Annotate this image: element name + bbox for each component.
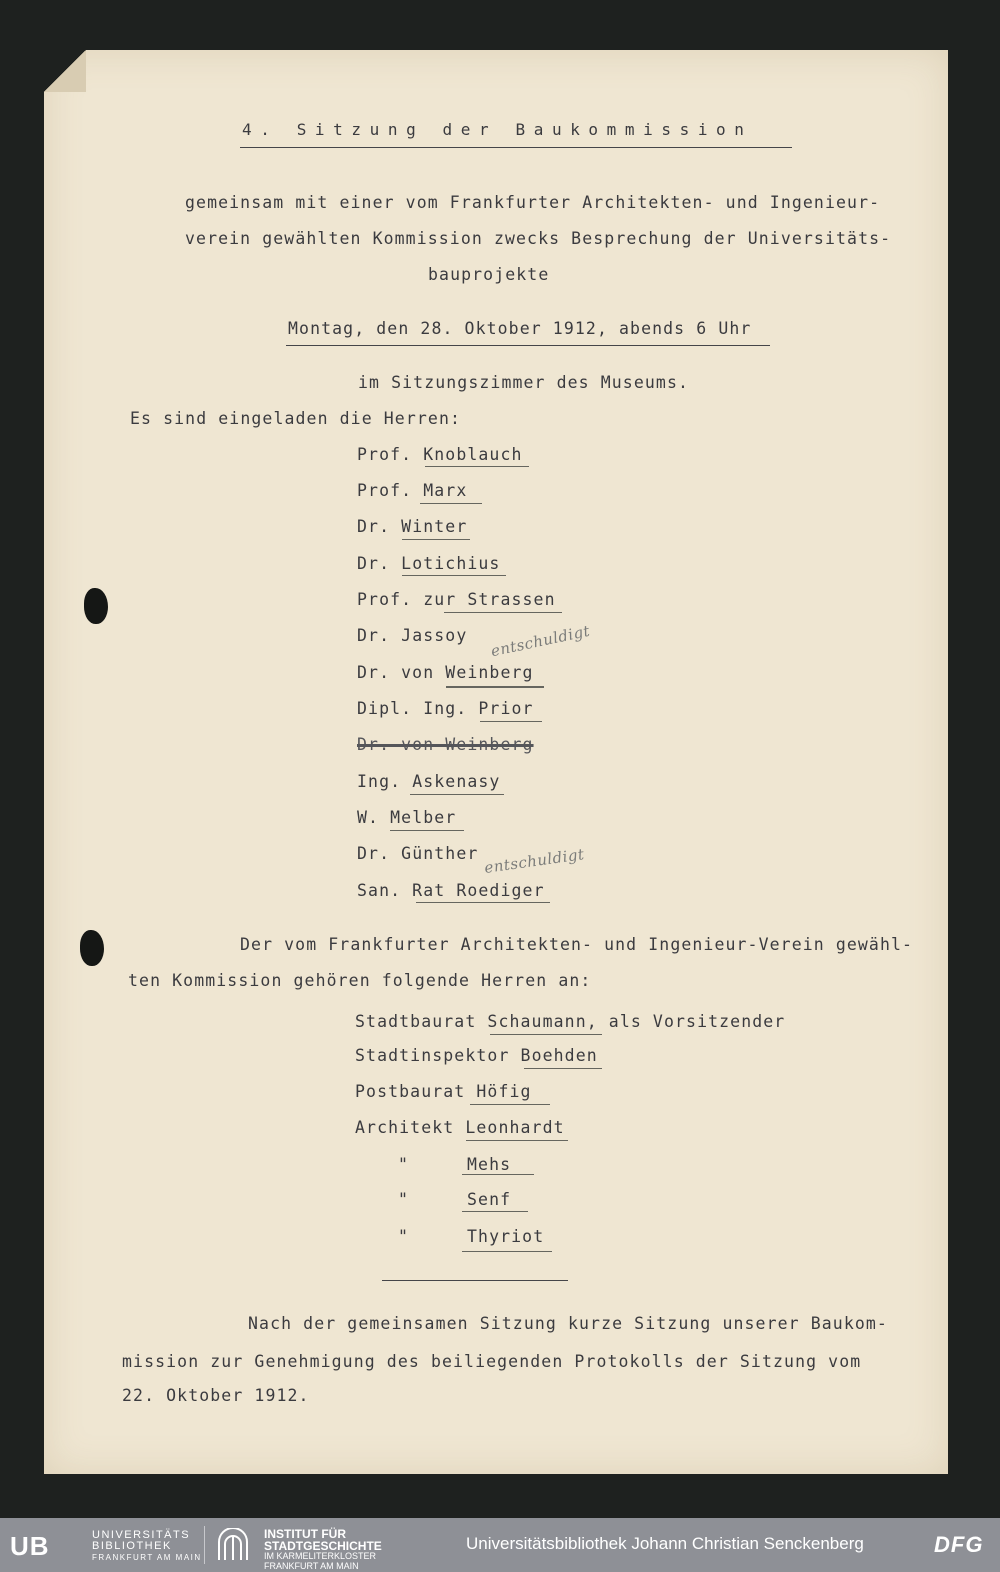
institute-sub-line: FRANKFURT AM MAIN [264, 1560, 359, 1571]
person-prefix: Dr. von [357, 663, 435, 682]
commission-member [355, 1118, 565, 1138]
person-prefix: Dr. [357, 844, 391, 863]
pencil-underline [462, 1251, 552, 1252]
pencil-underline [420, 503, 482, 504]
invited-person [357, 699, 534, 719]
ditto-mark: " [398, 1190, 410, 1209]
invited-person [357, 772, 500, 792]
person-prefix: Ing. [357, 772, 402, 791]
invited-person [357, 554, 500, 574]
member-prefix: Stadtbaurat [355, 1012, 477, 1031]
ub-line: BIBLIOTHEK [92, 1540, 172, 1552]
member-name: Schaumann [487, 1012, 587, 1031]
invited-intro: Es sind eingeladen die Herren: [130, 409, 462, 428]
footer-divider [204, 1526, 205, 1564]
title-underline [240, 147, 792, 148]
institute-line: INSTITUT FÜR [264, 1527, 346, 1541]
person-name: Knoblauch [423, 445, 523, 464]
document-page [44, 50, 948, 1474]
member-prefix: Postbaurat [355, 1082, 466, 1101]
invited-person [357, 590, 556, 610]
pencil-underline [410, 794, 504, 795]
closing-line: mission zur Genehmigung des beiliegenden Protokolls der Sitzung vom [122, 1352, 862, 1371]
person-prefix: Dr. [357, 626, 391, 645]
member-name: Mehs [467, 1155, 512, 1174]
institute-sub-line: IM KARMELITERKLOSTER [264, 1551, 377, 1561]
institute-arch-icon [216, 1528, 250, 1562]
invited-person [357, 517, 467, 537]
member-name: Leonhardt [465, 1118, 565, 1137]
pencil-underline [402, 575, 506, 576]
ub-logo: UB [10, 1531, 50, 1561]
folded-corner [44, 50, 86, 92]
person-prefix: Prof. [357, 590, 413, 609]
commission-member [355, 1046, 598, 1066]
person-prefix: San. Rat [357, 881, 446, 900]
member-prefix: Architekt [355, 1118, 455, 1137]
pencil-underline [402, 539, 470, 540]
member-role: , als Vorsitzender [586, 1012, 786, 1031]
invited-person [357, 881, 545, 901]
handwritten-note: entschuldigt [483, 845, 586, 877]
commission-intro-line: Der vom Frankfurter Architekten- und Ingenieur-Verein gewähl- [240, 935, 914, 954]
ditto-mark: " [398, 1227, 410, 1246]
pencil-underline [446, 686, 544, 688]
pencil-underline [470, 1104, 550, 1105]
person-name: Günther [401, 844, 479, 863]
person-name: Melber [390, 808, 457, 827]
person-prefix: Dr. [357, 517, 391, 536]
person-name: Winter [401, 517, 468, 536]
invited-person [357, 808, 456, 828]
pencil-underline [462, 1174, 534, 1175]
pencil-underline [480, 721, 542, 722]
date-underline [286, 345, 770, 346]
person-name: Lotichius [401, 554, 501, 573]
meeting-location: im Sitzungszimmer des Museums. [358, 373, 690, 392]
subtitle-line: gemeinsam mit einer vom Frankfurter Architekten- und Ingenieur- [185, 193, 881, 212]
invited-person [357, 626, 467, 646]
handwritten-note: entschuldigt [489, 621, 592, 661]
member-name: Höfig [476, 1082, 532, 1101]
punch-hole [84, 588, 108, 624]
person-name: Roediger [456, 881, 545, 900]
section-separator [382, 1280, 568, 1281]
invited-person [357, 844, 478, 864]
person-name: zur Strassen [423, 590, 556, 609]
closing-line: 22. Oktober 1912. [122, 1386, 310, 1405]
invited-person [357, 445, 523, 465]
subtitle-line: bauprojekte [428, 265, 550, 284]
member-prefix: Stadtinspektor [355, 1046, 510, 1065]
person-name: Weinberg [445, 663, 534, 682]
member-name: Senf [467, 1190, 512, 1209]
pencil-underline [524, 1068, 602, 1069]
member-name: Boehden [520, 1046, 598, 1065]
pencil-underline [390, 830, 464, 831]
person-prefix: Prof. [357, 481, 413, 500]
punch-hole [80, 930, 104, 966]
library-name: Universitätsbibliothek Johann Christian Senckenberg [466, 1534, 864, 1553]
person-prefix: Dipl. Ing. [357, 699, 468, 718]
footer-bar [0, 1518, 1000, 1572]
institute-line: STADTGESCHICHTE [264, 1539, 382, 1553]
institute-subtitle [264, 1552, 376, 1571]
pencil-underline [416, 902, 550, 903]
institute-title [264, 1528, 382, 1552]
document-title: 4. Sitzung der Baukommission [242, 120, 753, 139]
dfg-logo: DFG [934, 1532, 984, 1557]
pencil-underline [490, 1034, 602, 1035]
commission-intro-line: ten Kommission gehören folgende Herren an: [128, 971, 592, 990]
person-prefix: Dr. [357, 554, 391, 573]
ub-wordmark [92, 1530, 202, 1563]
person-name: Askenasy [412, 772, 501, 791]
commission-member [355, 1082, 532, 1102]
ub-line: FRANKFURT AM MAIN [92, 1553, 202, 1562]
pencil-underline [466, 1140, 568, 1141]
member-name: Thyriot [467, 1227, 545, 1246]
person-name: Marx [423, 481, 468, 500]
invited-person [357, 663, 534, 683]
pencil-underline [444, 612, 562, 613]
meeting-date: Montag, den 28. Oktober 1912, abends 6 Uhr [288, 319, 752, 338]
person-name: Prior [478, 699, 534, 718]
ditto-mark: " [398, 1155, 410, 1174]
person-name: Jassoy [401, 626, 468, 645]
pencil-underline [462, 1211, 528, 1212]
closing-line: Nach der gemeinsamen Sitzung kurze Sitzung unserer Baukom- [248, 1314, 888, 1333]
person-prefix: W. [357, 808, 380, 827]
struck-entry: Dr. von Weinberg [357, 735, 534, 754]
ub-line: UNIVERSITÄTS [92, 1529, 191, 1541]
pencil-underline [425, 466, 529, 467]
person-prefix: Prof. [357, 445, 413, 464]
commission-member [355, 1012, 785, 1032]
invited-person [357, 481, 467, 501]
subtitle-line: verein gewählten Kommission zwecks Besprechung der Universitäts- [185, 229, 892, 248]
